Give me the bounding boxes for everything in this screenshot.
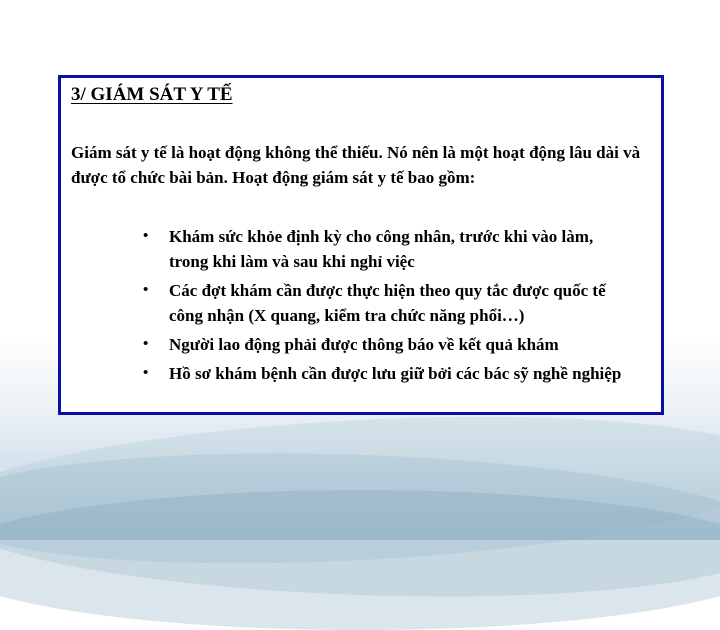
- list-item-text: Các đợt khám cần được thực hiện theo quy tắc được quốc tế công nhận (X quang, kiểm tra chức năng phổi…): [169, 281, 606, 325]
- bullet-list: [137, 224, 627, 390]
- list-item: [137, 332, 627, 357]
- bullet-icon: •: [143, 282, 149, 298]
- list-item-text: Hồ sơ khám bệnh cần được lưu giữ bởi các bác sỹ nghề nghiệp: [169, 364, 622, 383]
- slide-title: 3/ GIÁM SÁT Y TẾ: [71, 84, 233, 105]
- list-item: [137, 224, 627, 274]
- list-item: [137, 278, 627, 328]
- intro-paragraph: Giám sát y tế là hoạt động không thể thiếu. Nó nên là một hoạt động lâu dài và được tổ chức bài bản. Hoạt động giám sát y tế bao gồm:: [71, 143, 641, 187]
- bullet-icon: •: [143, 365, 149, 381]
- content-box: [58, 75, 664, 415]
- list-item: [137, 361, 627, 386]
- list-item-text: Khám sức khỏe định kỳ cho công nhân, trước khi vào làm, trong khi làm và sau khi nghỉ việc: [169, 227, 594, 271]
- bullet-icon: •: [143, 336, 149, 352]
- background-wave: [0, 490, 720, 630]
- bullet-icon: •: [143, 228, 149, 244]
- list-item-text: Người lao động phải được thông báo về kết quả khám: [169, 335, 559, 354]
